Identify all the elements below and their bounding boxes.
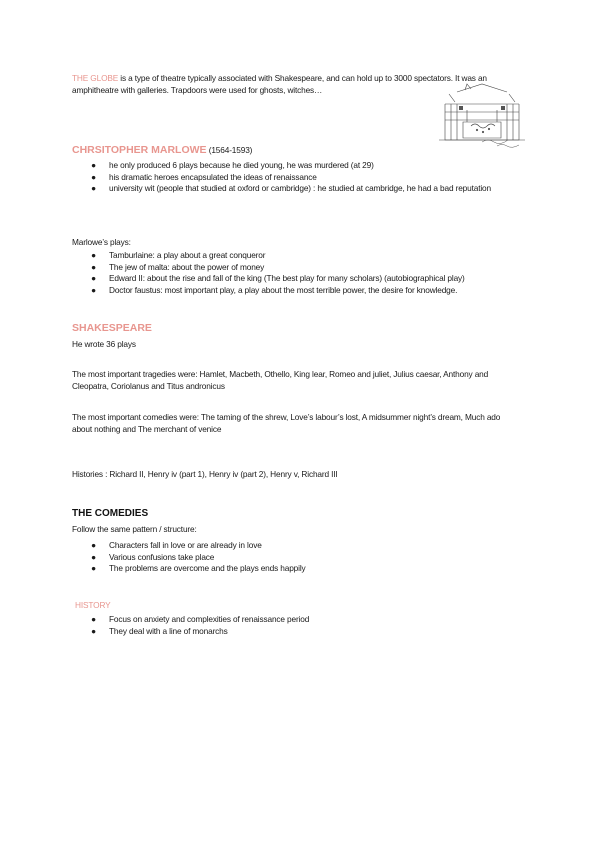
shakespeare-heading: SHAKESPEARE: [72, 322, 152, 334]
bullet-icon: ●: [91, 171, 96, 182]
bullet-icon: ●: [91, 551, 96, 562]
list-item: ● his dramatic heroes encapsulated the ideas of renaissance: [91, 171, 317, 182]
bullet-icon: ●: [91, 250, 96, 260]
shakespeare-tragedies: The most important tragedies were: Hamlet, Macbeth, Othello, King lear, Romeo and juliet, Julius caesar, Anthony and Cleopatra, Coriolanus and Titus andronicus: [72, 369, 489, 391]
shakespeare-comedies: The most important comedies were: The taming of the shrew, Love’s labour’s lost, A midsummer night’s dream, Much ado about nothing and The merchant of venice: [72, 412, 501, 434]
plays-list: [72, 250, 522, 296]
bullet-icon: ●: [91, 614, 96, 624]
plays-title: Marlowe’s plays:: [72, 237, 131, 247]
list-item: ● he only produced 6 plays because he died young, he was murdered (at 29): [91, 160, 374, 170]
globe-heading: THE GLOBE: [72, 73, 119, 83]
history-heading: HISTORY: [75, 600, 111, 610]
bullet-icon: ●: [91, 183, 96, 193]
globe-theatre-sketch: [437, 82, 527, 152]
shakespeare-histories: Histories : Richard II, Henry iv (part 1), Henry iv (part 2), Henry v, Richard III: [72, 469, 338, 479]
bullet-icon: ●: [91, 261, 96, 272]
comedies-heading: THE COMEDIES: [72, 508, 149, 519]
bullet-icon: ●: [91, 625, 96, 636]
bullet-icon: ●: [91, 540, 96, 550]
list-item: ● Characters fall in love or are already in love: [91, 540, 262, 550]
list-item: ● Tamburlaine: a play about a great conqueror: [91, 250, 266, 260]
bullet-icon: ●: [91, 563, 96, 573]
bullet-icon: ●: [91, 160, 96, 170]
globe-text: is a type of theatre typically associated with Shakespeare, and can hold up to 3000 spectators. It was an amphitheatre with galleries. Trapdoors were used for ghosts, witches…: [72, 73, 487, 95]
shakespeare-count: He wrote 36 plays: [72, 339, 136, 349]
bullet-icon: ●: [91, 273, 96, 283]
list-item: ● Various confusions take place: [91, 551, 215, 562]
list-item: ● Doctor faustus: most important play, a play about the most terrible power, the desire for knowledge.: [91, 284, 458, 295]
history-list: [72, 614, 522, 637]
marlowe-heading-line: [72, 145, 522, 157]
list-item: ● Focus on anxiety and complexities of renaissance period: [91, 614, 310, 624]
list-item: ● The problems are overcome and the plays ends happily: [91, 563, 306, 573]
marlowe-list: [72, 160, 522, 195]
list-item: ● Edward II: about the rise and fall of the king (The best play for many scholars) (autobiographical play): [91, 273, 465, 283]
list-item: ● They deal with a line of monarchs: [91, 625, 228, 636]
bullet-icon: ●: [91, 284, 96, 295]
comedies-intro: Follow the same pattern / structure:: [72, 524, 197, 534]
comedies-list: [72, 540, 522, 575]
list-item: ● The jew of malta: about the power of money: [91, 261, 265, 272]
list-item: ● university wit (people that studied at oxford or cambridge) : he studied at cambridge, he had a bad reputation: [91, 183, 491, 193]
marlowe-heading: CHRSITOPHER MARLOWE: [72, 144, 207, 156]
marlowe-dates: (1564-1593): [206, 145, 253, 155]
